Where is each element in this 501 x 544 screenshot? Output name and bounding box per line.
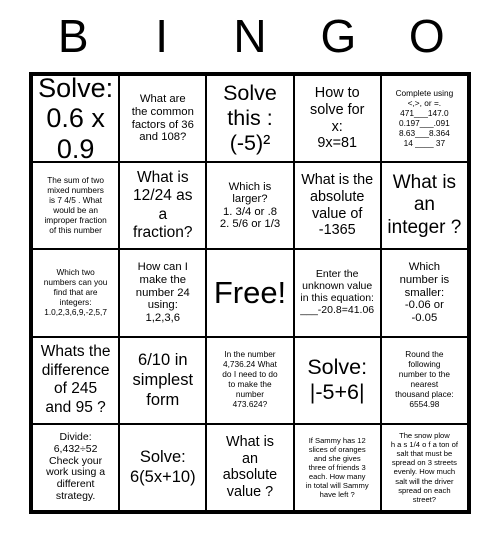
bingo-cell[interactable]: Solve: |-5+6| [294, 337, 381, 424]
bingo-cell[interactable]: How can I make the number 24 using: 1,2,3,6 [119, 249, 206, 336]
bingo-cell[interactable]: Divide: 6,432÷52 Check your work using a different strategy. [32, 424, 119, 511]
bingo-cell[interactable]: Round the following number to the nearest thousand place: 6554.98 [381, 337, 468, 424]
bingo-cell[interactable]: Which number is smaller: -0.06 or -0.05 [381, 249, 468, 336]
bingo-cell[interactable]: If Sammy has 12 slices of oranges and she gives three of friends 3 each. How many in total will Sammy have left ? [294, 424, 381, 511]
title-letter-n: N [233, 10, 267, 62]
bingo-cell[interactable]: Complete using <,>, or =. 471___147.0 0.197___.091 8.63___8.364 14 ____ 37 [381, 75, 468, 162]
bingo-cell[interactable]: What are the common factors of 36 and 108? [119, 75, 206, 162]
bingo-cell[interactable]: Enter the unknown value in this equation: ___-20.8=41.06 [294, 249, 381, 336]
bingo-cell[interactable]: Solve: 0.6 x 0.9 [32, 75, 119, 162]
bingo-cell[interactable]: What is an absolute value ? [206, 424, 293, 511]
bingo-cell[interactable]: Solve: 6(5x+10) [119, 424, 206, 511]
bingo-cell[interactable]: The sum of two mixed numbers is 7 4/5 . What would be an improper fraction of this number [32, 162, 119, 249]
title-letter-b: B [57, 10, 89, 62]
bingo-cell[interactable]: What is an integer ? [381, 162, 468, 249]
bingo-cell[interactable]: Solve this : (-5)² [206, 75, 293, 162]
title-letter-i: I [155, 10, 168, 62]
bingo-title [29, 0, 471, 72]
bingo-cell[interactable]: 6/10 in simplest form [119, 337, 206, 424]
bingo-cell[interactable]: Whats the difference of 245 and 95 ? [32, 337, 119, 424]
title-letter-g: G [320, 10, 357, 62]
title-letter-o: O [408, 10, 445, 62]
bingo-cell[interactable]: Which is larger? 1. 3/4 or .8 2. 5/6 or 1/3 [206, 162, 293, 249]
free-space-cell[interactable]: Free! [206, 249, 293, 336]
bingo-cell[interactable]: Which two numbers can you find that are integers: 1.0,2,3,6,9,-2,5,7 [32, 249, 119, 336]
bingo-cell[interactable]: What is the absolute value of -1365 [294, 162, 381, 249]
bingo-board [29, 72, 471, 514]
bingo-cell[interactable]: In the number 4,736.24 What do I need to do to make the number 473.624? [206, 337, 293, 424]
bingo-cell[interactable]: What is 12/24 as a fraction? [119, 162, 206, 249]
bingo-cell[interactable]: The snow plow h a s 1/4 o f a ton of salt that must be spread on 3 streets evenly. How much salt will the driver spread on each street? [381, 424, 468, 511]
bingo-cell[interactable]: How to solve for x: 9x=81 [294, 75, 381, 162]
